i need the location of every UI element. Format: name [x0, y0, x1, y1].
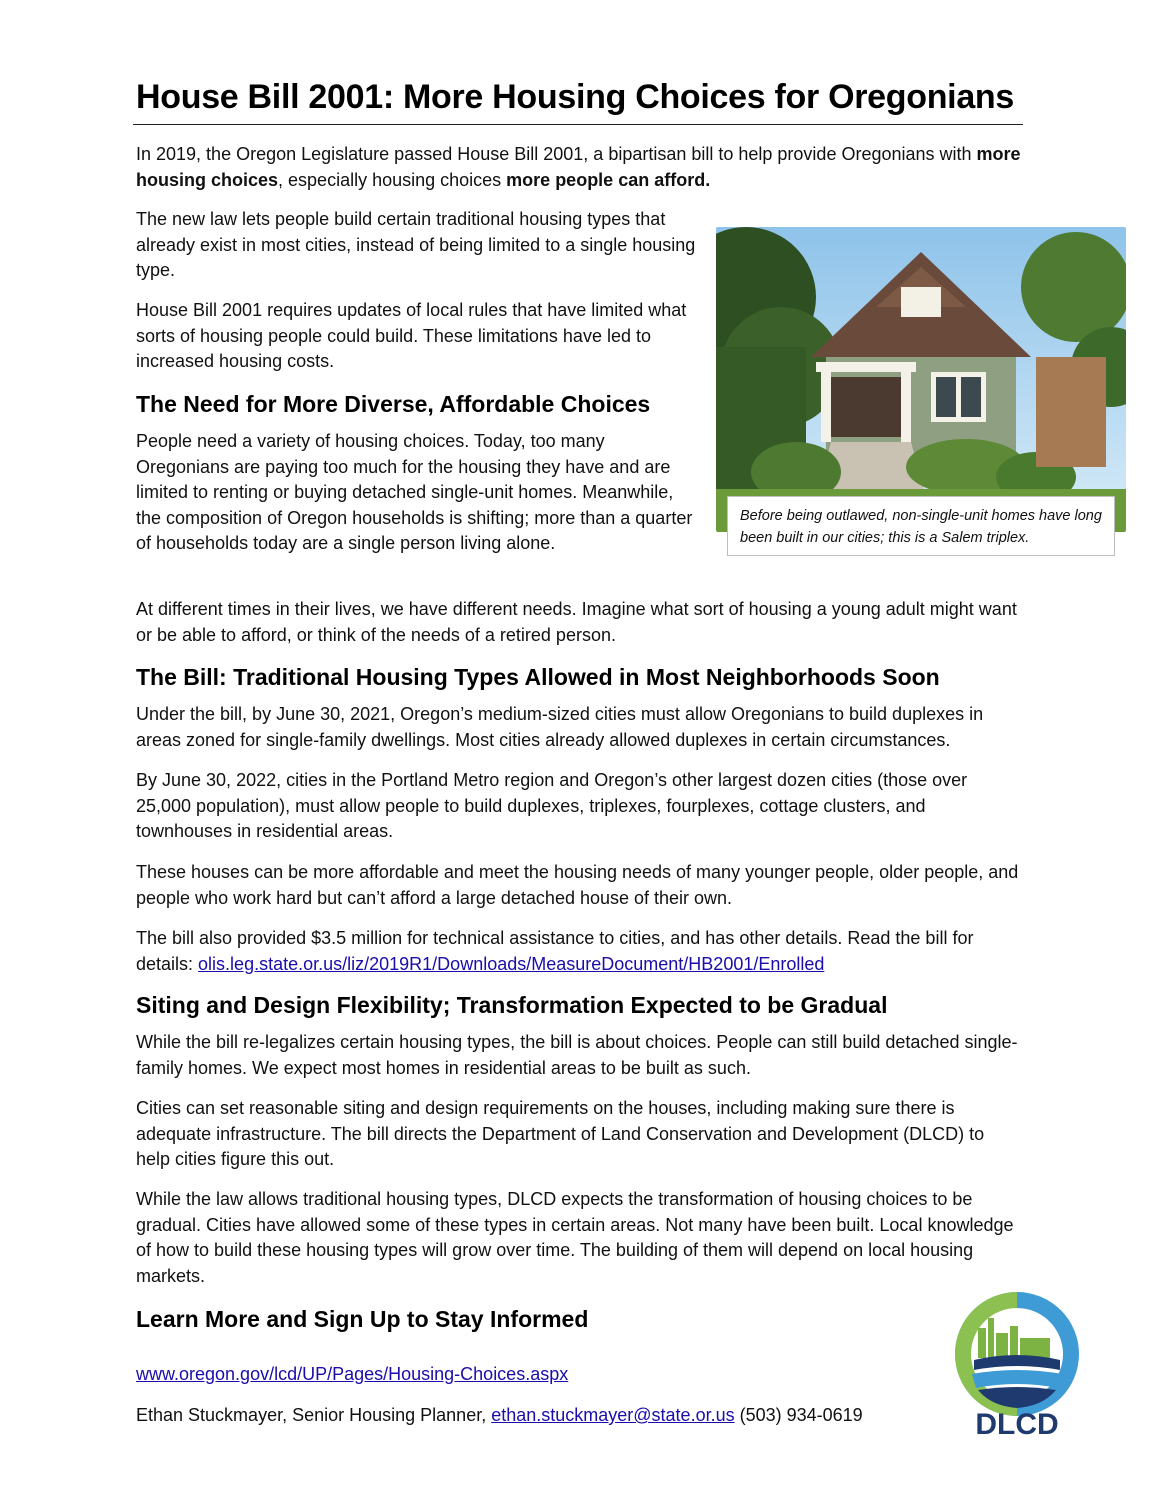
- new-law-paragraph: The new law lets people build certain traditional housing types that already exist in most cities, instead of being limited to a single housing type.: [136, 209, 696, 280]
- house-photo: [716, 227, 1126, 532]
- section-heading-learn-more: Learn More and Sign Up to Stay Informed: [136, 1306, 589, 1332]
- section-heading-siting: Siting and Design Flexibility; Transformation Expected to be Gradual: [136, 992, 888, 1018]
- section-heading-bill: The Bill: Traditional Housing Types Allowed in Most Neighborhoods Soon: [136, 664, 940, 690]
- bill-paragraph-4: [136, 926, 1021, 977]
- page-title: House Bill 2001: More Housing Choices for Oregonians: [136, 78, 1015, 116]
- siting-paragraph-3: While the law allows traditional housing types, DLCD expects the transformation of housing choices to be gradual. Cities have allowed some of these types in certain areas. Not many have been built. Local knowledge of how to build these housing types will grow over time. The building of them will depend on local housing markets.: [136, 1189, 1014, 1286]
- siting-paragraph-2: Cities can set reasonable siting and design requirements on the houses, including making sure there is adequate infrastructure. The bill directs the Department of Land Conservation and Development (DLCD) to help cities figure this out.: [136, 1098, 985, 1169]
- contact-name: Ethan Stuckmayer, Senior Housing Planner,: [136, 1405, 492, 1425]
- bill-paragraph-2: By June 30, 2022, cities in the Portland Metro region and Oregon’s other largest dozen cities (those over 25,000 population), must allow people to build duplexes, triplexes, fourplexes, cottage clusters, and townhouses in residential areas.: [136, 770, 968, 841]
- photo-caption: Before being outlawed, non-single-unit homes have long been built in our cities; this is a Salem triplex.: [727, 496, 1115, 556]
- contact-email-link[interactable]: ethan.stuckmayer@state.or.us: [491, 1405, 735, 1425]
- learn-more-url-line: [136, 1362, 1021, 1388]
- dlcd-logo-text: DLCD: [975, 1408, 1059, 1438]
- housing-choices-link[interactable]: www.oregon.gov/lcd/UP/Pages/Housing-Choices.aspx: [136, 1364, 569, 1384]
- contact-phone: (503) 934-0619: [734, 1405, 863, 1425]
- bill-paragraph-1: Under the bill, by June 30, 2021, Oregon’s medium-sized cities must allow Oregonians to build duplexes in areas zoned for single-family dwellings. Most cities already allowed duplexes in certain circumstances.: [136, 704, 984, 750]
- title-rule: [133, 124, 1023, 125]
- bill-paragraph-3: These houses can be more affordable and meet the housing needs of many younger people, older people, and people who work hard but can’t afford a large detached house of their own.: [136, 862, 1019, 908]
- intro-paragraph: [136, 142, 1021, 193]
- bill-details-text: The bill also provided $3.5 million for technical assistance to cities, and has other details. Read the bill for details:: [136, 928, 974, 974]
- intro-bold-1: more housing choices: [136, 144, 1021, 190]
- intro-bold-2: more people can afford.: [506, 169, 711, 190]
- bill-details-link[interactable]: olis.leg.state.or.us/liz/2019R1/Downloads/MeasureDocument/HB2001/Enrolled: [198, 953, 825, 974]
- section-heading-need: The Need for More Diverse, Affordable Choices: [136, 391, 651, 417]
- dlcd-logo: [948, 1288, 1086, 1438]
- siting-paragraph-1: While the bill re-legalizes certain housing types, the bill is about choices. People can still build detached single-family homes. We expect most homes in residential areas to be built as such.: [136, 1032, 1018, 1078]
- contact-line: [136, 1403, 1021, 1429]
- need-paragraph-1: People need a variety of housing choices. Today, too many Oregonians are paying too much for the housing they have and are limited to renting or buying detached single-unit homes. Meanwhile, the composition of Oregon households is shifting; more than a quarter of households today are a single person living alone.: [136, 431, 693, 553]
- salem-triplex-image: [716, 227, 1126, 532]
- dlcd-logo-icon: [948, 1288, 1086, 1438]
- need-paragraph-2: At different times in their lives, we have different needs. Imagine what sort of housing a young adult might want or be able to afford, or think of the needs of a retired person.: [136, 599, 1017, 645]
- intro-text-1: In 2019, the Oregon Legislature passed House Bill 2001, a bipartisan bill to help provide Oregonians with: [136, 144, 977, 164]
- requires-paragraph: House Bill 2001 requires updates of local rules that have limited what sorts of housing people could build. These limitations have led to increased housing costs.: [136, 300, 687, 371]
- intro-text-2: , especially housing choices: [278, 169, 507, 190]
